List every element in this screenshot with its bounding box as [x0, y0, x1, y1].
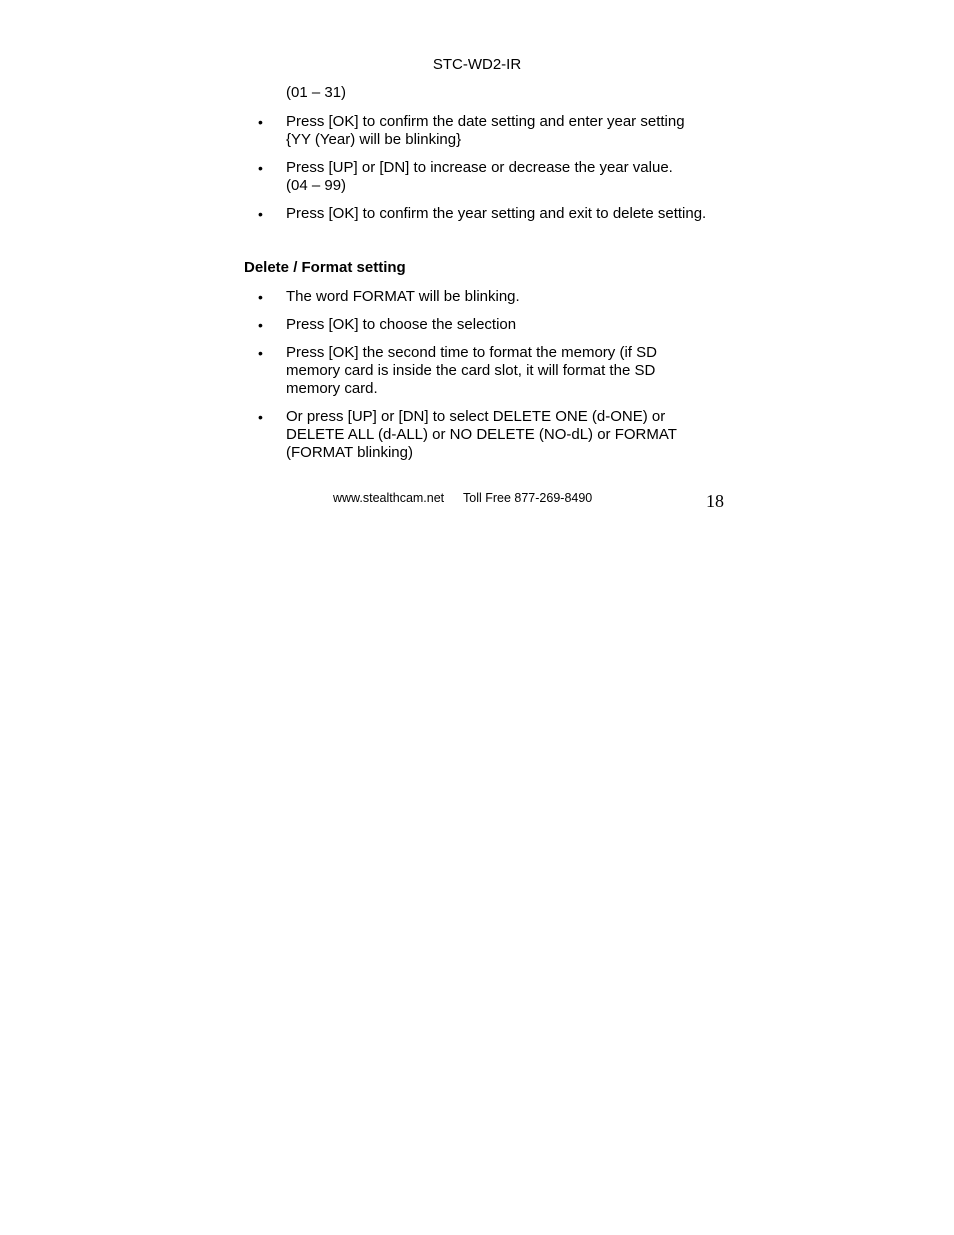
bullet-icon	[258, 288, 268, 307]
bullet-icon	[258, 316, 268, 335]
footer-phone: Toll Free 877-269-8490	[463, 491, 593, 505]
list-item-line: Press [UP] or [DN] to increase or decrease the year value.	[286, 159, 673, 176]
list-item-line: (04 – 99)	[286, 177, 347, 194]
list-item-line: {YY (Year) will be blinking}	[286, 131, 462, 148]
page-number: 18	[706, 491, 724, 511]
list-item	[258, 316, 728, 334]
page-header-model: STC-WD2-IR	[432, 56, 522, 73]
list-item	[258, 205, 728, 223]
list-item	[258, 159, 728, 195]
section-heading: Delete / Format setting	[244, 259, 406, 276]
list-item	[258, 288, 728, 306]
bullet-icon	[258, 344, 268, 363]
list-item-line: The word FORMAT will be blinking.	[286, 288, 520, 305]
list-item-line: Or press [UP] or [DN] to select DELETE ONE (d-ONE) or	[286, 408, 666, 425]
list-item-line: Press [OK] to choose the selection	[286, 316, 517, 333]
list-item-line: memory card.	[286, 380, 378, 397]
list-item-line: Press [OK] to confirm the date setting and enter year setting	[286, 113, 685, 130]
list-item-line: DELETE ALL (d-ALL) or NO DELETE (NO-dL) or FORMAT	[286, 426, 677, 443]
list-item-line: Press [OK] the second time to format the memory (if SD	[286, 344, 657, 361]
list-item-line: Press [OK] to confirm the year setting and exit to delete setting.	[286, 205, 707, 222]
bullet-icon	[258, 113, 268, 132]
bullet-icon	[258, 408, 268, 427]
bullet-icon	[258, 159, 268, 178]
list-item	[258, 408, 728, 462]
list-item	[258, 113, 728, 149]
date-setting-list	[258, 113, 728, 233]
list-item	[258, 344, 728, 398]
footer-website: www.stealthcam.net	[333, 491, 445, 505]
date-range-note: (01 – 31)	[286, 84, 347, 101]
format-setting-list	[258, 288, 728, 472]
list-item-line: memory card is inside the card slot, it will format the SD	[286, 362, 656, 379]
bullet-icon	[258, 205, 268, 224]
list-item-line: (FORMAT blinking)	[286, 444, 413, 461]
